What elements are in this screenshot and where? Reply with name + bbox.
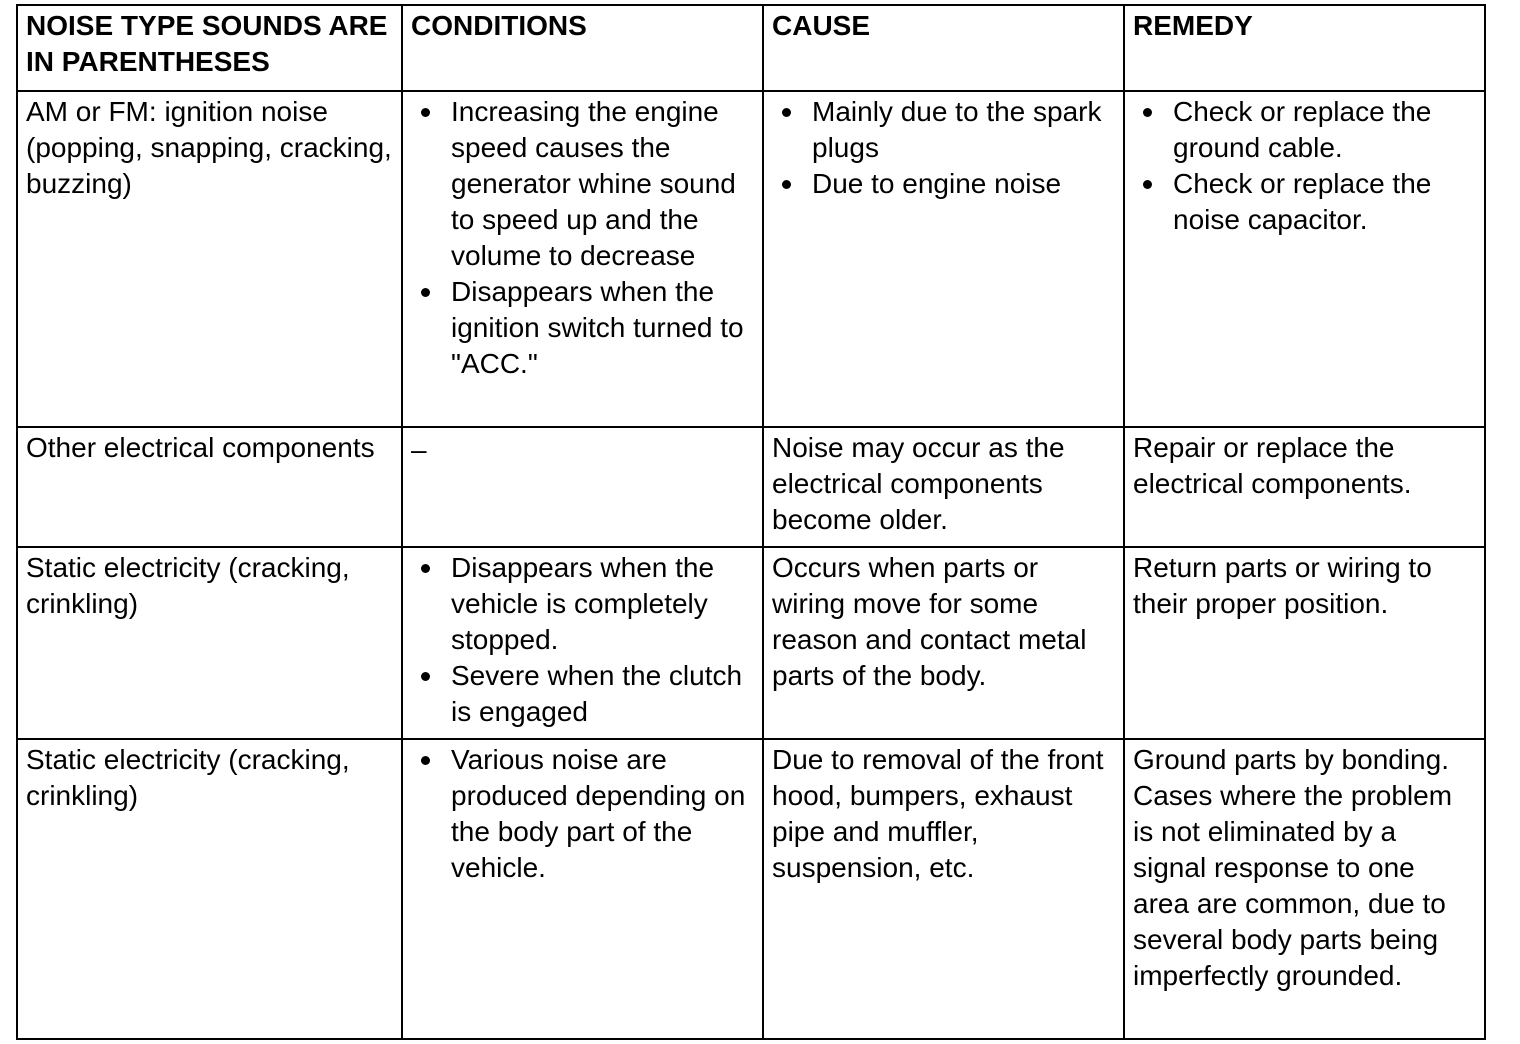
header-noise-type: NOISE TYPE SOUNDS ARE IN PARENTHESES [17,5,402,91]
conditions-cell [402,91,763,427]
header-cause: CAUSE [763,5,1124,91]
cause-cell: Noise may occur as the electrical components become older. [763,427,1124,547]
cause-cell: Occurs when parts or wiring move for some reason and contact metal parts of the body. [763,547,1124,739]
cause-cell [763,91,1124,427]
remedy-cell: Repair or replace the electrical components. [1124,427,1485,547]
cause-cell: Due to removal of the front hood, bumpers, exhaust pipe and muffler, suspension, etc. [763,739,1124,1039]
remedy-cell [1124,91,1485,427]
conditions-dash: – [411,434,427,465]
table-row [17,547,1485,739]
conditions-item: Increasing the engine speed causes the generator whine sound to speed up and the volume to decrease [411,94,754,274]
remedy-cell: Return parts or wiring to their proper position. [1124,547,1485,739]
remedy-item: Check or replace the ground cable. [1133,94,1476,166]
remedy-item: Check or replace the noise capacitor. [1133,166,1476,238]
conditions-item: Disappears when the ignition switch turned to "ACC." [411,274,754,382]
noise-type-cell: Static electricity (cracking, crinkling) [17,547,402,739]
table-row [17,427,1485,547]
header-remedy: REMEDY [1124,5,1485,91]
remedy-cell: Ground parts by bonding. Cases where the problem is not eliminated by a signal response to one area are common, due to several body parts being imperfectly grounded. [1124,739,1485,1039]
conditions-cell [402,739,763,1039]
header-conditions: CONDITIONS [402,5,763,91]
conditions-item: Various noise are produced depending on the body part of the vehicle. [411,742,754,886]
noise-type-cell: Other electrical components [17,427,402,547]
cause-item: Due to engine noise [772,166,1115,202]
table-row [17,739,1485,1039]
noise-type-cell: Static electricity (cracking, crinkling) [17,739,402,1039]
table-row [17,91,1485,427]
header-row [17,5,1485,91]
conditions-item: Severe when the clutch is engaged [411,658,754,730]
noise-type-cell: AM or FM: ignition noise (popping, snapping, cracking, buzzing) [17,91,402,427]
conditions-cell [402,547,763,739]
noise-troubleshooting-table [16,4,1486,1040]
cause-item: Mainly due to the spark plugs [772,94,1115,166]
conditions-item: Disappears when the vehicle is completely stopped. [411,550,754,658]
conditions-cell [402,427,763,547]
